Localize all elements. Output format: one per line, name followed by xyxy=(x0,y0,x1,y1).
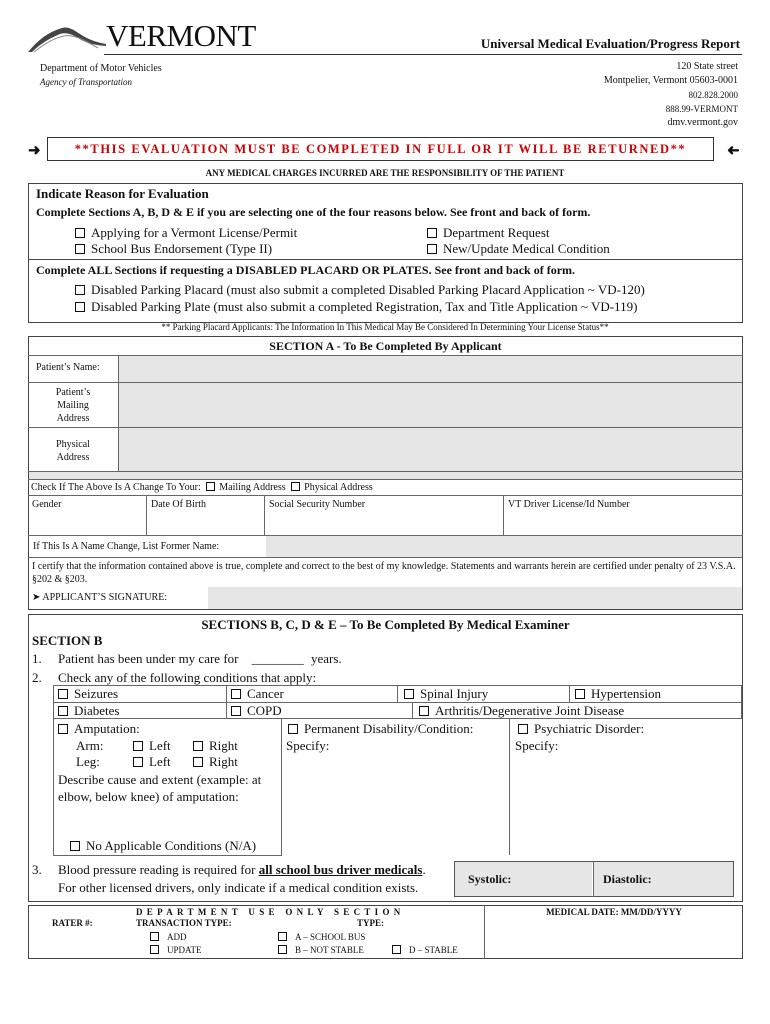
conditions-table xyxy=(53,685,742,855)
medical-date-input[interactable] xyxy=(486,920,742,958)
checkbox[interactable] xyxy=(427,244,437,254)
signature-text: APPLICANT’S SIGNATURE: xyxy=(42,592,168,603)
gender-input[interactable] xyxy=(29,496,146,534)
logo-text: VERMONT xyxy=(106,18,256,53)
divider xyxy=(226,685,227,718)
checkbox[interactable] xyxy=(231,706,241,716)
phone-line2: 888.99-VERMONT xyxy=(665,104,738,114)
leg-right-option[interactable]: Right xyxy=(193,754,238,770)
arrow-right-icon: ➜ xyxy=(28,143,41,159)
checkbox[interactable] xyxy=(75,228,85,238)
permanent-specify-label: Specify: xyxy=(286,738,330,753)
arrow-bullet-icon: ➤ xyxy=(32,592,41,603)
reason-divider xyxy=(28,259,743,260)
checkbox[interactable] xyxy=(231,689,241,699)
condition-permanent[interactable]: Permanent Disability/Condition: xyxy=(288,721,473,737)
mailing-address-label xyxy=(28,386,118,425)
condition-hypertension[interactable]: Hypertension xyxy=(575,686,661,702)
divider xyxy=(53,702,742,703)
physical-address-spacer xyxy=(29,472,742,479)
rater-label: RATER #: xyxy=(52,918,93,928)
arm-label: Arm: xyxy=(76,738,104,753)
divider xyxy=(569,685,570,702)
mailing-address-input[interactable] xyxy=(119,383,742,427)
address-line1: 120 State street xyxy=(676,61,738,72)
dept-name: Department of Motor Vehicles xyxy=(40,63,162,74)
vermont-logo xyxy=(28,18,256,56)
checkbox[interactable] xyxy=(70,841,80,851)
report-title: Universal Medical Evaluation/Progress Report xyxy=(480,36,740,51)
type-d-option[interactable]: D – STABLE xyxy=(392,945,458,955)
plate-option[interactable]: Disabled Parking Plate (must also submit a completed Registration, Tax and Title Application ~ VD-119) xyxy=(75,299,637,315)
arm-right-option[interactable]: Right xyxy=(193,738,238,754)
section-b-header: SECTIONS B, C, D & E – To Be Completed By Medical Examiner xyxy=(201,617,570,632)
divider xyxy=(503,495,504,535)
checkbox[interactable] xyxy=(58,706,68,716)
signature-label xyxy=(32,592,167,603)
checkbox[interactable] xyxy=(404,689,414,699)
q3-text xyxy=(58,862,426,878)
q3-text-b: . xyxy=(422,862,426,877)
dob-input[interactable] xyxy=(147,496,264,534)
q2-text: Check any of the following conditions that apply: xyxy=(58,670,317,685)
divider xyxy=(264,495,265,535)
q1-row xyxy=(58,651,342,667)
checkbox[interactable] xyxy=(75,285,85,295)
label-line: Address xyxy=(56,452,90,463)
psychiatric-specify-label: Specify: xyxy=(515,738,559,753)
divider xyxy=(53,855,282,856)
condition-amputation[interactable]: Amputation: xyxy=(58,721,140,737)
former-name-label: If This Is A Name Change, List Former Name: xyxy=(33,541,220,552)
amputation-describe: Describe cause and extent (example: at elbow, below knee) of amputation: xyxy=(58,772,262,804)
condition-spinal[interactable]: Spinal Injury xyxy=(404,686,488,702)
physical-address-input[interactable] xyxy=(119,428,742,471)
divider xyxy=(509,718,510,855)
add-option[interactable]: ADD xyxy=(150,932,187,942)
q3-text-underlined: all school bus driver medicals xyxy=(258,862,423,877)
patient-name-label: Patient’s Name: xyxy=(36,362,100,373)
checkbox[interactable] xyxy=(150,945,159,954)
license-label: VT Driver License/Id Number xyxy=(508,499,630,510)
section-b-title: SECTION B xyxy=(32,633,103,648)
q2-number: 2. xyxy=(32,670,42,685)
label-line: Physical xyxy=(56,439,90,450)
mailing-change-checkbox[interactable] xyxy=(206,482,215,491)
checkbox[interactable] xyxy=(133,741,143,751)
years-input[interactable]: ________ xyxy=(251,651,304,666)
divider xyxy=(741,685,742,718)
condition-arthritis[interactable]: Arthritis/Degenerative Joint Disease xyxy=(419,703,624,719)
arm-left-option[interactable]: Left xyxy=(133,738,171,754)
transaction-type-label: TRANSACTION TYPE: xyxy=(136,918,232,928)
physical-address-label xyxy=(28,438,118,464)
checkbox[interactable] xyxy=(75,302,85,312)
agency-name: Agency of Transportation xyxy=(40,77,132,87)
change-of-address-row xyxy=(31,482,373,493)
q3-text-a: Blood pressure reading is required for xyxy=(58,862,259,877)
q1-text: Patient has been under my care for xyxy=(58,651,239,666)
q3-text-line2: For other licensed drivers, only indicate if a medical condition exists. xyxy=(58,880,419,895)
arrow-left-icon: ➜ xyxy=(727,143,740,159)
checkbox[interactable] xyxy=(419,706,429,716)
q1-end: years. xyxy=(310,651,342,666)
update-option[interactable]: UPDATE xyxy=(150,945,202,955)
checkbox[interactable] xyxy=(58,724,68,734)
type-a-option[interactable]: A – SCHOOL BUS xyxy=(278,932,365,942)
condition-diabetes[interactable]: Diabetes xyxy=(58,703,119,719)
header-rule xyxy=(104,54,742,55)
address-line2: Montpelier, Vermont 05603-0001 xyxy=(603,75,738,86)
checkbox[interactable] xyxy=(288,724,298,734)
condition-psychiatric[interactable]: Psychiatric Disorder: xyxy=(518,721,644,737)
signature-input[interactable] xyxy=(208,587,742,609)
systolic-label: Systolic: xyxy=(468,872,512,886)
reason-title: Indicate Reason for Evaluation xyxy=(36,186,209,201)
checkbox[interactable] xyxy=(575,689,585,699)
ssn-input[interactable] xyxy=(265,496,503,534)
checkbox[interactable] xyxy=(133,757,143,767)
divider xyxy=(146,495,147,535)
gender-label: Gender xyxy=(32,499,62,510)
checkbox[interactable] xyxy=(278,932,287,941)
section-a-title: SECTION A - To Be Completed By Applicant xyxy=(269,339,502,353)
type-label: TYPE: xyxy=(357,918,384,928)
divider xyxy=(281,718,282,855)
leg-left-option[interactable]: Left xyxy=(133,754,171,770)
label-line: Mailing xyxy=(57,400,89,411)
divider xyxy=(397,685,398,702)
reason-option-license[interactable]: Applying for a Vermont License/Permit xyxy=(75,225,297,241)
checkbox[interactable] xyxy=(518,724,528,734)
placard-option[interactable]: Disabled Parking Placard (must also submit a completed Disabled Parking Placard Application ~ VD-120) xyxy=(75,282,645,298)
divider xyxy=(28,479,743,480)
mountain-logo-icon xyxy=(28,22,108,54)
physical-change-checkbox[interactable] xyxy=(291,482,300,491)
divider xyxy=(412,702,413,718)
reason-option-new-condition[interactable]: New/Update Medical Condition xyxy=(427,241,610,257)
checkbox[interactable] xyxy=(427,228,437,238)
leg-label: Leg: xyxy=(76,754,100,769)
reason-option-dept-request[interactable]: Department Request xyxy=(427,225,550,241)
q3-number: 3. xyxy=(32,862,42,877)
checkbox[interactable] xyxy=(193,741,203,751)
divider xyxy=(484,905,485,959)
website: dmv.vermont.gov xyxy=(667,117,738,128)
reason-instruction: Complete Sections A, B, D & E if you are selecting one of the four reasons below. See front and back of form. xyxy=(36,205,591,219)
dept-use-title: DEPARTMENT USE ONLY SECTION xyxy=(136,907,405,917)
checkbox[interactable] xyxy=(392,945,401,954)
patient-name-input[interactable] xyxy=(119,356,742,382)
charges-note: ANY MEDICAL CHARGES INCURRED ARE THE RESPONSIBILITY OF THE PATIENT xyxy=(205,168,565,178)
phone-line1: 802.828.2000 xyxy=(688,90,738,100)
address-block xyxy=(604,60,738,130)
warning-banner xyxy=(47,137,714,161)
condition-na[interactable]: No Applicable Conditions (N/A) xyxy=(70,838,256,854)
checkbox[interactable] xyxy=(58,689,68,699)
checkbox[interactable] xyxy=(278,945,287,954)
ssn-label: Social Security Number xyxy=(269,499,366,510)
condition-copd[interactable]: COPD xyxy=(231,703,282,719)
checkbox[interactable] xyxy=(75,244,85,254)
type-b-option[interactable]: B – NOT STABLE xyxy=(278,945,364,955)
diastolic-label: Diastolic: xyxy=(603,872,652,886)
label-line: Patient’s xyxy=(55,387,91,398)
dob-label: Date Of Birth xyxy=(151,499,206,510)
reason-option-schoolbus[interactable]: School Bus Endorsement (Type II) xyxy=(75,241,272,257)
placard-note: ** Parking Placard Applicants: The Information In This Medical May Be Considered In Determining Your License Status** xyxy=(161,322,609,332)
former-name-input[interactable] xyxy=(266,536,742,557)
mailing-change-label: Mailing Address xyxy=(219,482,286,493)
checkbox[interactable] xyxy=(193,757,203,767)
placard-instruction: Complete ALL Sections if requesting a DISABLED PLACARD OR PLATES. See front and back of form. xyxy=(36,263,576,277)
condition-seizures[interactable]: Seizures xyxy=(58,686,118,702)
divider xyxy=(28,557,743,558)
condition-cancer[interactable]: Cancer xyxy=(231,686,284,702)
divider xyxy=(53,718,742,719)
license-input[interactable] xyxy=(504,496,742,534)
certify-text: I certify that the information contained above is true, complete and correct to the best of my knowledge. Statements and warrants herein are certified under penalty of 23 V.S.A. §202 & §203. xyxy=(32,561,736,585)
label-line: Address xyxy=(56,413,90,424)
q1-number: 1. xyxy=(32,651,42,666)
checkbox[interactable] xyxy=(150,932,159,941)
medical-date-label: MEDICAL DATE: MM/DD/YYYY xyxy=(546,907,682,917)
warning-text: **THIS EVALUATION MUST BE COMPLETED IN FULL OR IT WILL BE RETURNED** xyxy=(74,142,687,156)
physical-change-label: Physical Address xyxy=(304,482,373,493)
change-label: Check If The Above Is A Change To Your: xyxy=(31,482,201,493)
